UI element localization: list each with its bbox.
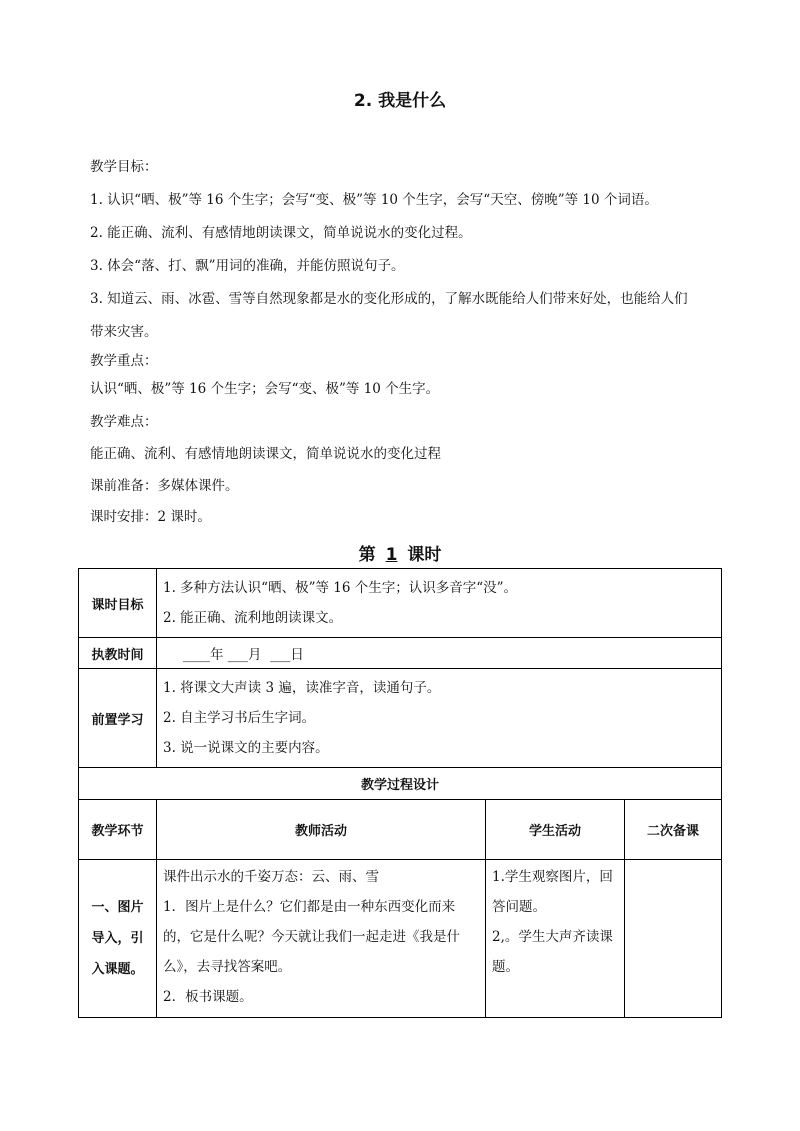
pre-study-content — [157, 669, 722, 768]
preamble-line: 教学重点： — [90, 353, 158, 369]
student-line: 1.学生观察图片，回 — [492, 869, 613, 885]
header-student: 学生活动 — [486, 800, 625, 860]
teacher-line: 课件出示水的千姿万态：云、雨、雪 — [163, 869, 379, 885]
document-title: 2. 我是什么 — [353, 91, 447, 111]
pre-study-line: 2. 自主学习书后生字词。 — [163, 710, 316, 726]
time-row — [79, 638, 722, 669]
preamble-line: 能正确、流利、有感情地朗读课文，简单说说水的变化过程 — [90, 446, 441, 462]
goal-row — [79, 569, 722, 638]
session-number: 1 — [385, 545, 398, 565]
time-value: ____年 ___月 ___日 — [157, 638, 722, 669]
pre-study-line: 3. 说一说课文的主要内容。 — [163, 740, 329, 756]
preamble-line: 课时安排：2 课时。 — [90, 509, 211, 525]
step-line: 入课题。 — [91, 962, 144, 977]
preamble-line: 课前准备：多媒体课件。 — [90, 478, 239, 494]
step-line: 一、图片 — [91, 900, 144, 915]
student-line: 2,。学生大声齐读课 — [492, 929, 613, 945]
session-heading — [0, 540, 800, 565]
preamble-line: 3. 知道云、雨、冰雹、雪等自然现象都是水的变化形成的，了解水既能给人们带来好处，也能给人们 — [90, 291, 688, 307]
process-title: 教学过程设计 — [79, 768, 722, 800]
time-label: 执教时间 — [79, 638, 157, 669]
teacher-activity-cell — [157, 860, 486, 1018]
goal-line: 1. 多种方法认识“晒、极”等 16 个生字；认识多音字“没”。 — [163, 580, 518, 596]
preamble-line: 带来灾害。 — [90, 324, 158, 340]
student-line: 答问题。 — [492, 899, 546, 915]
header-teacher: 教师活动 — [157, 800, 486, 860]
session-suffix: 课时 — [407, 545, 442, 565]
preamble-line: 3. 体会“落、打、飘”用词的准确，并能仿照说句子。 — [90, 258, 405, 274]
header-row — [79, 800, 722, 860]
lesson-plan-table — [78, 568, 722, 1018]
goal-label: 课时目标 — [79, 569, 157, 638]
teacher-line: 么》，去寻找答案吧。 — [163, 959, 292, 975]
preamble-line: 认识“晒、极”等 16 个生字；会写“变、极”等 10 个生字。 — [90, 381, 440, 397]
table-row — [79, 860, 722, 1018]
preamble-line: 1. 认识“晒、极”等 16 个生字；会写“变、极”等 10 个生字，会写“天空、傍晚”等 10 个词语。 — [90, 192, 658, 208]
teacher-line: 的，它是什么呢？今天就让我们一起走进《我是什 — [163, 929, 460, 945]
step-line: 导入，引 — [91, 931, 144, 946]
pre-study-row — [79, 669, 722, 768]
header-step: 教学环节 — [79, 800, 157, 860]
preamble-line: 2. 能正确、流利、有感情地朗读课文，简单说说水的变化过程。 — [90, 225, 472, 241]
preamble-line: 教学目标： — [90, 159, 158, 175]
teacher-line: 2．板书课题。 — [163, 989, 253, 1005]
process-title-row — [79, 768, 722, 800]
goal-content — [157, 569, 722, 638]
student-line: 题。 — [492, 959, 519, 975]
step-cell — [79, 860, 157, 1018]
preamble-line: 教学难点： — [90, 414, 158, 430]
session-prefix: 第 — [358, 545, 376, 565]
notes-cell — [625, 860, 722, 1018]
student-activity-cell — [486, 860, 625, 1018]
teacher-line: 1．图片上是什么？它们都是由一种东西变化而来 — [163, 899, 456, 915]
header-notes: 二次备课 — [625, 800, 722, 860]
pre-study-label: 前置学习 — [79, 669, 157, 768]
goal-line: 2. 能正确、流利地朗读课文。 — [163, 610, 343, 626]
pre-study-line: 1. 将课文大声读 3 遍，读准字音，读通句子。 — [163, 680, 441, 696]
